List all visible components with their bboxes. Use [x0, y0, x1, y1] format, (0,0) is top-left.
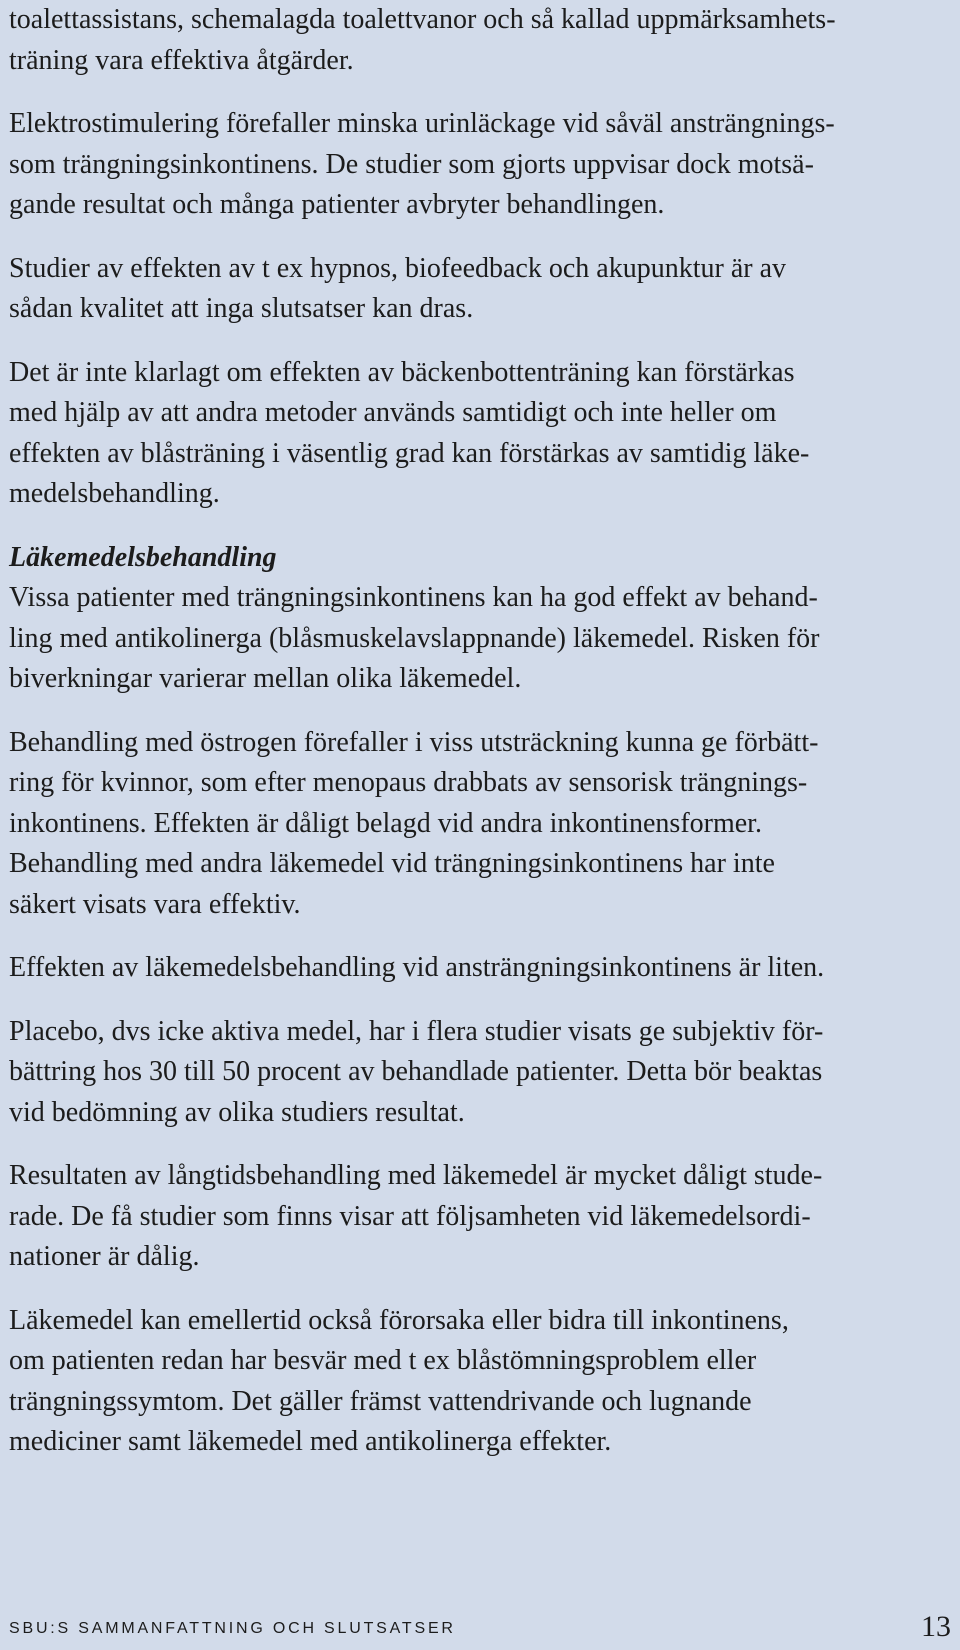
- page-footer: [9, 1610, 951, 1650]
- paragraph: Det är inte klarlagt om effekten av bäckenbottenträning kan förstärkas med hjälp av att andra metoder används samtidigt och inte heller om effekten av blåsträning i väsentlig grad kan förstärkas av samtidig läke- medelsbehandling.: [9, 356, 810, 509]
- section-heading: Läkemedelsbehandling: [9, 541, 277, 573]
- page-number: 13: [921, 1610, 951, 1643]
- paragraph: Elektrostimulering förefaller minska urinläckage vid såväl ansträngnings- som trängningsinkontinens. De studier som gjorts uppvisar dock motsä- gande resultat och många patienter avbryter behandlingen.: [9, 108, 835, 220]
- paragraph: Resultaten av långtidsbehandling med läkemedel är mycket dåligt stude- rade. De få studier som finns visar att följsamheten vid läkemedelsordi- nationer är dålig.: [9, 1160, 823, 1272]
- paragraph: Effekten av läkemedelsbehandling vid ansträngningsinkontinens är liten.: [9, 952, 825, 983]
- paragraph: Studier av effekten av t ex hypnos, biofeedback och akupunktur är av sådan kvalitet att inga slutsatser kan dras.: [9, 252, 786, 324]
- paragraph: Behandling med östrogen förefaller i viss utsträckning kunna ge förbätt- ring för kvinnor, som efter menopaus drabbats av sensorisk trängnings- inkontinens. Effekten är dåligt belagd vid andra inkontinensformer. Behandling med andra läkemedel vid trängningsinkontinens har inte säkert visats vara effektiv.: [9, 726, 819, 920]
- paragraph: toalettassistans, schemalagda toalettvanor och så kallad uppmärksamhets- träning vara effektiva åtgärder.: [9, 4, 836, 76]
- footer-label: SBU:S SAMMANFATTNING OCH SLUTSATSER: [9, 1620, 456, 1637]
- document-page: [9, 0, 954, 1463]
- paragraph: Placebo, dvs icke aktiva medel, har i flera studier visats ge subjektiv för- bättring hos 30 till 50 procent av behandlade patienter. Detta bör beaktas vid bedömning av olika studiers resultat.: [9, 1015, 824, 1128]
- paragraph: Vissa patienter med trängningsinkontinens kan ha god effekt av behand- ling med antikolinerga (blåsmuskelavslappnande) läkemedel. Risken för biverkningar varierar mellan olika läkemedel.: [9, 582, 820, 694]
- paragraph: Läkemedel kan emellertid också förorsaka eller bidra till inkontinens, om patienten redan har besvär med t ex blåstömningsproblem eller trängningssymtom. Det gäller främst vattendrivande och lugnande mediciner samt läkemedel med antikolinerga effekter.: [9, 1304, 789, 1457]
